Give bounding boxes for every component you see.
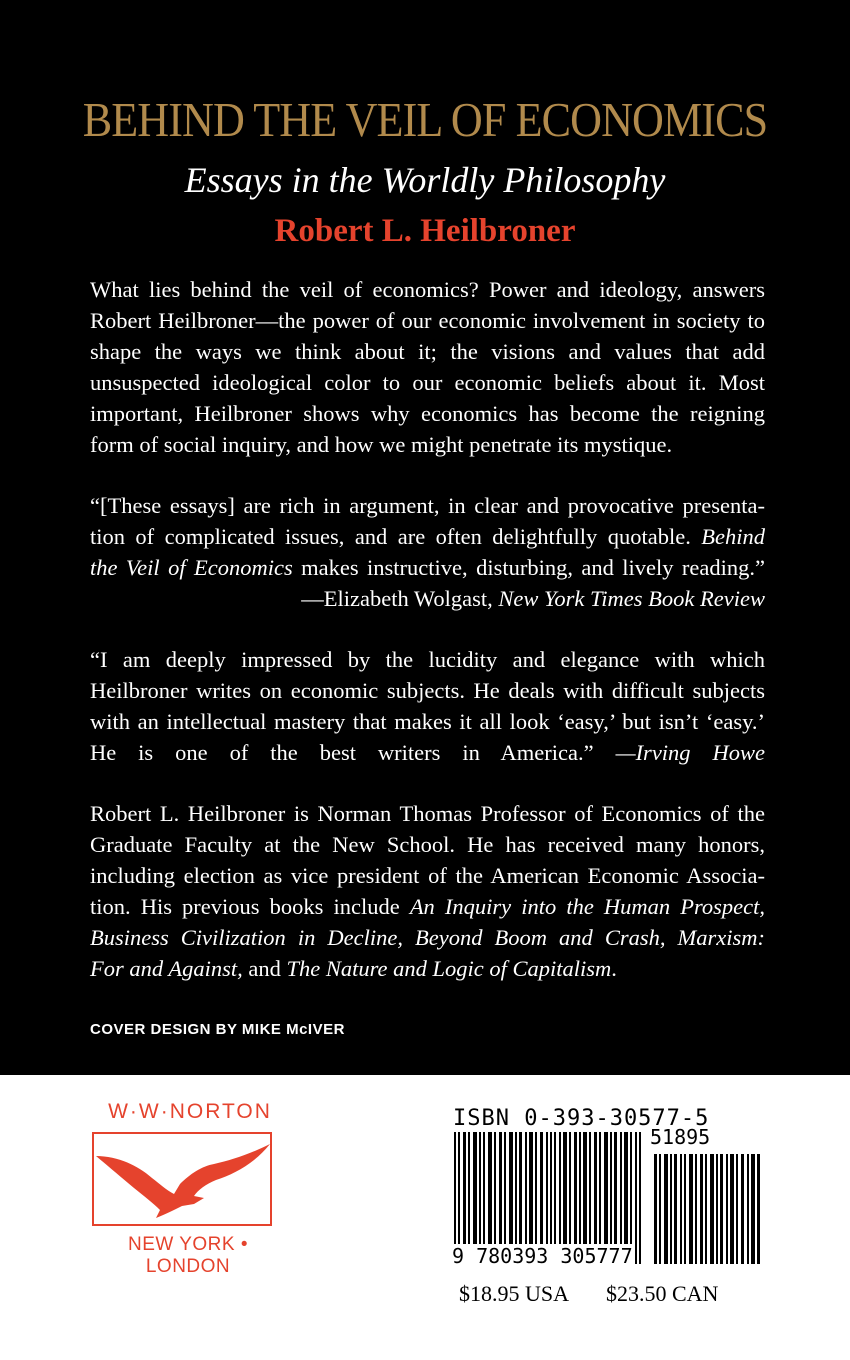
description-line: important, Heilbroner shows why economics has become the reigning <box>90 401 765 426</box>
review-attribution <box>90 583 765 614</box>
review-line: with an intellectual mastery that makes it all look ‘easy,’ but isn’t ‘easy.’ <box>90 709 765 734</box>
description-line: form of social inquiry, and how we might penetrate its mystique. <box>90 432 673 457</box>
bio-text: . <box>611 956 617 981</box>
reviewer-name: —Elizabeth Wolgast, <box>301 586 493 611</box>
review-line: “[These essays] are rich in argument, in clear and provocative presenta- <box>90 493 765 518</box>
book-title-ref: Marxism: <box>677 925 766 950</box>
bio-line <box>90 891 765 922</box>
publisher-city: NEW YORK • LONDON <box>127 1234 249 1277</box>
publisher-name: W·W·NORTON <box>108 1100 272 1123</box>
isbn-number: ISBN 0-393-30577-5 <box>453 1106 710 1131</box>
price-can: $23.50 CAN <box>606 1281 719 1306</box>
description-line: What lies behind the veil of economics? Power and ideology, answers <box>90 277 765 302</box>
review-text: makes instructive, disturbing, and lively reading.” <box>301 555 766 580</box>
bio-line: Robert L. Heilbroner is Norman Thomas Professor of Economics of the <box>90 801 765 826</box>
book-title-ref: The Nature and Logic of Capitalism <box>286 956 612 981</box>
book-title-ref: Beyond Boom and Crash, <box>415 925 666 950</box>
review-line: Heilbroner writes on economic subjects. He deals with difficult subjects <box>90 678 765 703</box>
review-quote-howe <box>90 644 765 768</box>
review-line <box>90 737 765 768</box>
book-title-ref: Business Civilization in Decline, <box>90 925 403 950</box>
description-paragraph <box>90 274 765 460</box>
bio-line: including election as vice president of the American Economic Associa- <box>90 863 765 888</box>
bio-text: and <box>248 956 281 981</box>
book-title: BEHIND THE VEIL OF ECONOMICS <box>82 92 768 147</box>
description-line: Robert Heilbroner—the power of our economic involvement in society to <box>90 308 765 333</box>
book-title-ref: Behind <box>701 524 765 549</box>
book-title-ref: the Veil of Economics <box>90 555 293 580</box>
review-text: tion of complicated issues, and are often delightfully quotable. <box>90 524 691 549</box>
review-line <box>90 552 765 583</box>
review-text: He is one of the best writers in America.” <box>90 740 594 765</box>
author-bio <box>90 798 765 984</box>
bio-line <box>90 953 765 984</box>
publisher-logo <box>92 1132 272 1226</box>
bio-line: Graduate Faculty at the New School. He has received many honors, <box>90 832 765 857</box>
price-usa: $18.95 USA <box>459 1281 570 1306</box>
book-title-ref: For and Against, <box>90 956 243 981</box>
book-subtitle: Essays in the Worldly Philosophy <box>184 160 666 200</box>
review-source: New York Times Book Review <box>498 586 765 611</box>
review-line: “I am deeply impressed by the lucidity and elegance with which <box>90 647 765 672</box>
book-author: Robert L. Heilbroner <box>274 213 576 249</box>
bio-line <box>90 922 765 953</box>
book-title-ref: An Inquiry into the Human Prospect, <box>409 894 765 919</box>
bio-text: tion. His previous books include <box>90 894 400 919</box>
barcode-addon-number: 51895 <box>650 1125 711 1149</box>
seagull-icon <box>94 1134 270 1224</box>
review-line <box>90 521 765 552</box>
review-quote-wolgast <box>90 490 765 614</box>
cover-design-credit: COVER DESIGN BY MIKE McIVER <box>90 1021 345 1038</box>
ean-number: 9 780393 305777 <box>452 1244 633 1268</box>
reviewer-name: —Irving Howe <box>615 740 765 765</box>
description-line: shape the ways we think about it; the visions and values that add <box>90 339 765 364</box>
description-line: unsuspected ideological color to our economic beliefs about it. Most <box>90 370 765 395</box>
